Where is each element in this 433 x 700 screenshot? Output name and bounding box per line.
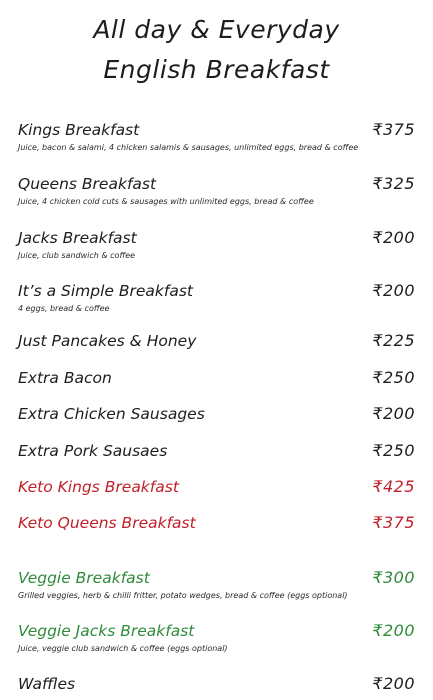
item-description: Juice, bacon & salami, 4 chicken salamis & sausages, unlimited eggs, bread & coffee	[18, 143, 359, 152]
item-name: Just Pancakes & Honey	[18, 332, 197, 350]
item-name: Waffles	[18, 675, 76, 693]
item-price: ₹200	[372, 281, 415, 300]
menu-title-line1: All day & Everyday	[93, 15, 340, 44]
item-name: Keto Kings Breakfast	[18, 478, 179, 496]
item-price: ₹200	[372, 621, 415, 640]
item-name: Extra Bacon	[18, 369, 112, 387]
item-description: Grilled veggies, herb & chilli fritter, potato wedges, bread & coffee (eggs optional)	[18, 591, 348, 600]
item-price: ₹375	[372, 513, 415, 532]
item-price: ₹200	[372, 228, 415, 247]
item-description: Juice, 4 chicken cold cuts & sausages with unlimited eggs, bread & coffee	[18, 197, 314, 206]
item-name: Queens Breakfast	[18, 175, 157, 193]
item-name: Veggie Breakfast	[18, 569, 150, 587]
item-name: Veggie Jacks Breakfast	[18, 622, 195, 640]
item-price: ₹300	[372, 568, 415, 587]
item-name: Keto Queens Breakfast	[18, 514, 196, 532]
item-price: ₹200	[372, 674, 415, 693]
item-name: It’s a Simple Breakfast	[18, 282, 193, 300]
item-name: Extra Pork Sausaes	[18, 442, 168, 460]
item-price: ₹375	[372, 120, 415, 139]
item-price: ₹325	[372, 174, 415, 193]
item-price: ₹250	[372, 441, 415, 460]
item-description: Juice, club sandwich & coffee	[18, 251, 136, 260]
item-price: ₹250	[372, 368, 415, 387]
item-price: ₹225	[372, 331, 415, 350]
item-price: ₹200	[372, 404, 415, 423]
menu-header	[0, 10, 433, 90]
item-price: ₹425	[372, 477, 415, 496]
item-name: Kings Breakfast	[18, 121, 140, 139]
item-name: Jacks Breakfast	[18, 229, 137, 247]
item-name: Extra Chicken Sausages	[18, 405, 205, 423]
item-description: 4 eggs, bread & coffee	[18, 304, 110, 313]
item-description: Juice, veggie club sandwich & coffee (eggs optional)	[18, 644, 228, 653]
menu-title-line2: English Breakfast	[103, 55, 330, 84]
